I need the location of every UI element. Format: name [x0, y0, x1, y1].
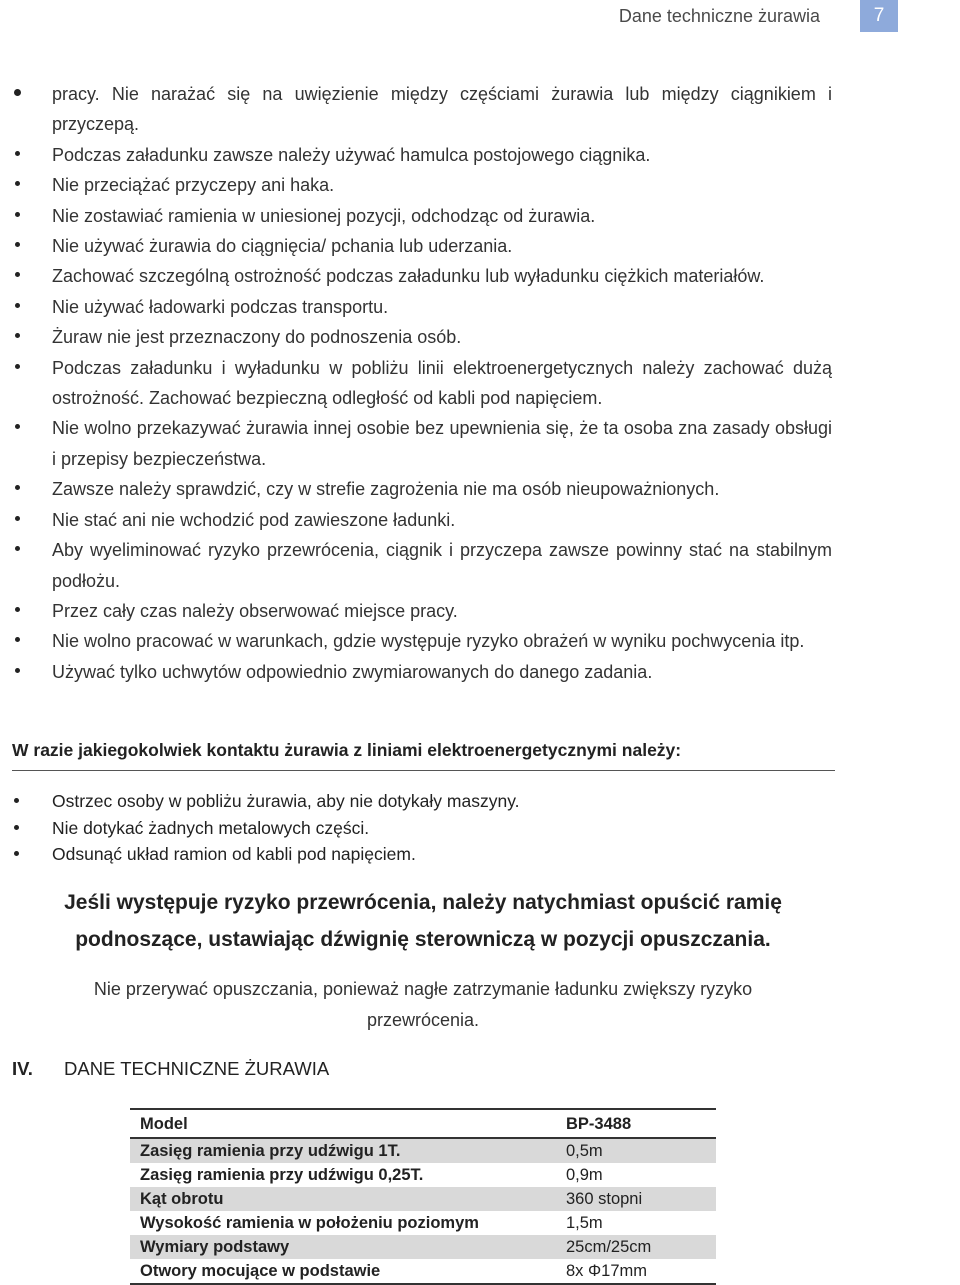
power-line-list	[0, 788, 960, 868]
lowering-note-line-2: przewrócenia.	[366, 1010, 480, 1030]
table-header-label: Model	[130, 1109, 550, 1138]
tip-over-warning	[0, 884, 846, 958]
table-row	[130, 1211, 716, 1235]
list-item	[0, 815, 960, 842]
lowering-note-line-1: Nie przerywać opuszczania, ponieważ nagłe zatrzymanie ładunku zwiększy ryzyko	[93, 979, 753, 999]
bullet-icon	[15, 212, 20, 217]
list-item-text: Używać tylko uchwytów odpowiednio zwymiarowanych do danego zadania.	[52, 661, 653, 682]
list-item	[0, 413, 832, 474]
list-item	[0, 535, 832, 596]
table-cell-label: Zasięg ramienia przy udźwigu 0,25T.	[140, 1166, 424, 1184]
list-item-text: Nie zostawiać ramienia w uniesionej pozycji, odchodząc od żurawia.	[52, 205, 596, 226]
spec-table	[130, 1108, 716, 1285]
list-item	[0, 322, 832, 352]
table-header-value: BP-3488	[550, 1109, 716, 1138]
list-item	[0, 474, 832, 504]
bullet-icon	[15, 181, 20, 186]
list-item	[0, 201, 832, 231]
bullet-icon	[14, 851, 19, 856]
list-item-text: Podczas załadunku zawsze należy używać hamulca postojowego ciągnika.	[52, 144, 651, 165]
table-row	[130, 1235, 716, 1259]
table-row	[130, 1138, 716, 1163]
bullet-icon	[15, 668, 20, 673]
table-cell-value: 0,9m	[566, 1166, 603, 1184]
table-cell-value: 25cm/25cm	[550, 1235, 716, 1259]
list-item-text: Zawsze należy sprawdzić, czy w strefie zagrożenia nie ma osób nieupoważnionych.	[52, 479, 720, 500]
table-cell-label: Wysokość ramienia w położeniu poziomym	[140, 1214, 479, 1232]
list-item	[0, 657, 832, 687]
list-item	[0, 79, 832, 140]
list-item-text: Nie używać ładowarki podczas transportu.	[52, 296, 389, 317]
section-title: DANE TECHNICZNE ŻURAWIA	[64, 1058, 330, 1079]
section-heading	[12, 1058, 329, 1080]
list-item-text: Zachować szczególną ostrożność podczas załadunku lub wyładunku ciężkich materiałów.	[52, 266, 765, 287]
tip-over-warning-line-2: podnoszące, ustawiając dźwignię sterowniczą w pozycji opuszczania.	[75, 928, 771, 951]
header-title: Dane techniczne żurawia	[618, 6, 820, 26]
bullet-icon	[15, 272, 20, 277]
bullet-icon	[15, 364, 20, 369]
list-item-text: Nie wolno pracować w warunkach, gdzie występuje ryzyko obrażeń w wyniku pochwycenia itp.	[52, 631, 805, 652]
list-item	[0, 140, 832, 170]
table-cell-value: 8x Φ17mm	[550, 1259, 716, 1284]
bullet-icon	[15, 303, 20, 308]
list-item	[0, 170, 832, 200]
table-cell-label: Zasięg ramienia przy udźwigu 1T.	[130, 1138, 550, 1163]
list-item	[0, 626, 832, 656]
list-item-text: Nie wolno przekazywać żurawia innej osobie bez upewnienia się, że ta osoba zna zasady obsługi i przepisy bezpieczeństwa.	[52, 418, 832, 469]
table-cell-label: Wymiary podstawy	[130, 1235, 550, 1259]
table-row	[130, 1187, 716, 1211]
bullet-icon	[15, 485, 20, 490]
list-item-text: Aby wyeliminować ryzyko przewrócenia, ciągnik i przyczepa zawsze powinny stać na stabilnym podłożu.	[52, 540, 832, 591]
table-header-row	[130, 1109, 716, 1138]
bullet-icon	[15, 546, 20, 551]
table-cell-label: Otwory mocujące w podstawie	[130, 1259, 550, 1284]
list-item-text: Nie dotykać żadnych metalowych części.	[52, 817, 370, 838]
power-line-heading: W razie jakiegokolwiek kontaktu żurawia z liniami elektroenergetycznymi należy:	[12, 740, 835, 771]
bullet-icon	[15, 607, 20, 612]
bullet-icon	[15, 637, 20, 642]
section-number: IV.	[12, 1058, 33, 1079]
list-item-text: Nie przeciążać przyczepy ani haka.	[52, 175, 335, 196]
list-item	[0, 841, 960, 868]
safety-rules-list	[0, 79, 960, 687]
bullet-icon	[14, 798, 19, 803]
list-item	[0, 788, 960, 815]
page-number: 7	[860, 0, 898, 32]
list-item-text: Odsunąć układ ramion od kabli pod napięciem.	[52, 844, 416, 864]
bullet-icon	[14, 825, 19, 830]
bullet-icon	[15, 151, 20, 156]
list-item-text: Podczas załadunku i wyładunku w pobliżu linii elektroenergetycznych należy zachować dużą ostrożność. Zachować bezpieczną odległość od kabli pod napięciem.	[52, 357, 832, 409]
bullet-icon	[15, 242, 20, 247]
bullet-icon	[15, 424, 20, 429]
list-item-text: Ostrzec osoby w pobliżu żurawia, aby nie dotykały maszyny.	[52, 791, 520, 811]
list-item	[0, 231, 832, 261]
list-item-text: pracy. Nie narażać się na uwięzienie między częściami żurawia lub między ciągnikiem i przyczepą.	[52, 84, 832, 135]
list-item	[0, 292, 832, 322]
list-item-text: Nie używać żurawia do ciągnięcia/ pchania lub uderzania.	[52, 236, 513, 257]
list-item	[0, 596, 832, 626]
table-cell-value: 1,5m	[566, 1214, 603, 1232]
bullet-icon	[14, 89, 21, 96]
tip-over-warning-line-1: Jeśli występuje ryzyko przewrócenia, należy natychmiast opuścić ramię	[64, 891, 782, 914]
list-item	[0, 353, 832, 414]
table-cell-label: Kąt obrotu	[130, 1187, 550, 1211]
list-item-text: Nie stać ani nie wchodzić pod zawieszone ładunki.	[52, 509, 456, 530]
table-row	[130, 1163, 716, 1187]
list-item-text: Żuraw nie jest przeznaczony do podnoszenia osób.	[52, 327, 462, 348]
bullet-icon	[15, 333, 20, 338]
bullet-icon	[15, 516, 20, 521]
list-item	[0, 261, 832, 291]
table-row	[130, 1259, 716, 1284]
table-cell-value: 0,5m	[550, 1138, 716, 1163]
list-item	[0, 505, 832, 535]
page-header	[0, 0, 960, 34]
list-item-text: Przez cały czas należy obserwować miejsce pracy.	[52, 600, 458, 621]
table-cell-value: 360 stopni	[550, 1187, 716, 1211]
lowering-note	[0, 974, 846, 1036]
